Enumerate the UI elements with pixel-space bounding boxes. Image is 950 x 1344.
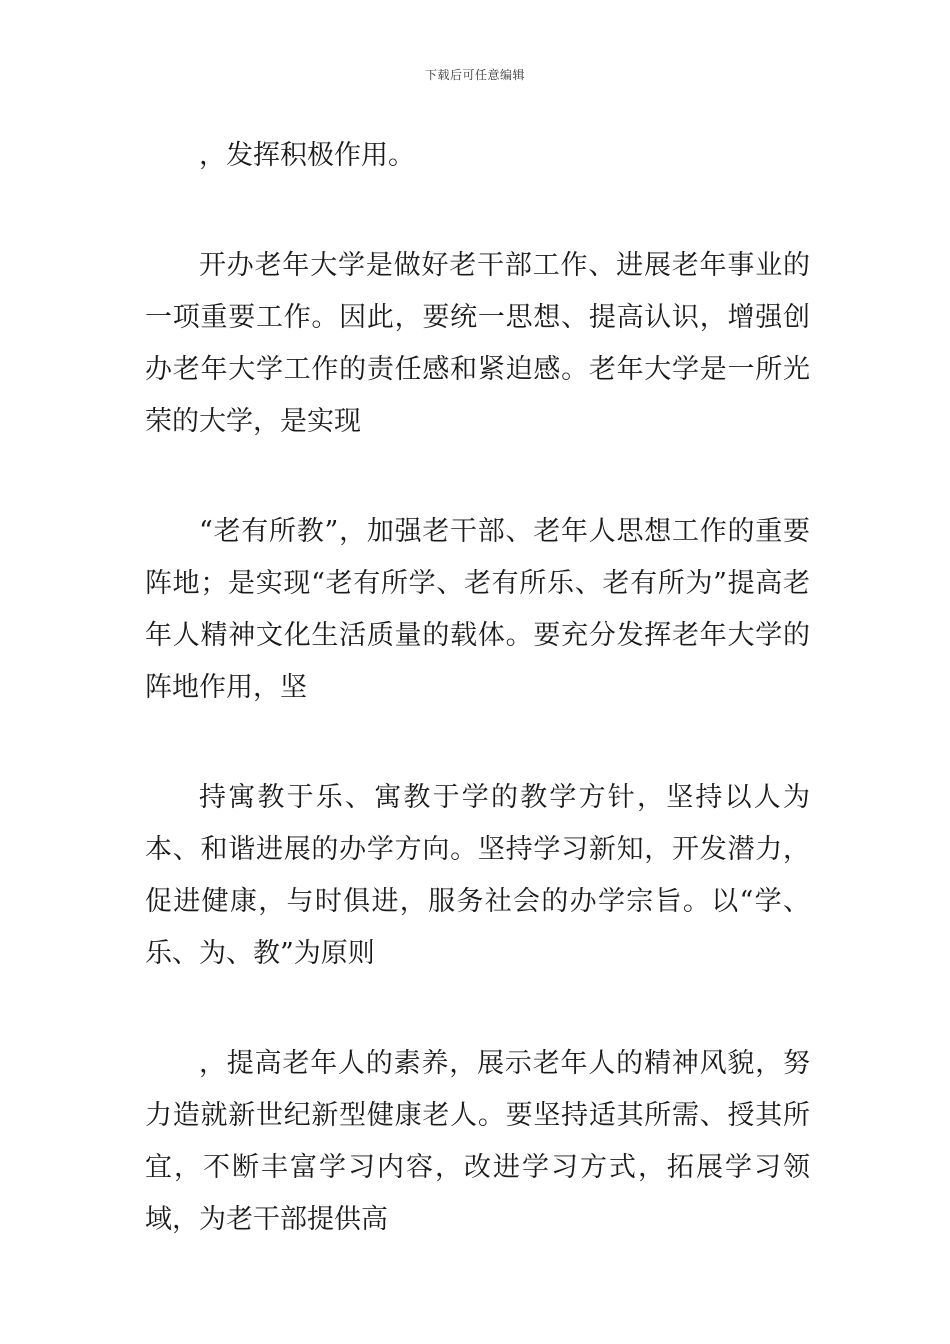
paragraph-4: 持寓教于乐、寓教于学的教学方针，坚持以人为本、和谐进展的办学方向。坚持学习新知，开发潜力，促进健康，与时俱进，服务社会的办学宗旨。以“学、乐、为、教”为原则 xyxy=(145,782,810,969)
paragraph-1: ，发挥积极作用。 xyxy=(199,140,415,171)
paragraph-2: 开办老年大学是做好老干部工作、进展老年事业的一项重要工作。因此，要统一思想、提高认识，增强创办老年大学工作的责任感和紧迫感。老年大学是一所光荣的大学，是实现 xyxy=(145,250,810,437)
paragraph-3: “老有所教”，加强老干部、老年人思想工作的重要阵地；是实现“老有所学、老有所乐、老有所为”提高老年人精神文化生活质量的载体。要充分发挥老年大学的阵地作用，坚 xyxy=(145,516,810,703)
paragraph-5: ，提高老年人的素养，展示老年人的精神风貌，努力造就新世纪新型健康老人。要坚持适其所需、授其所宜，不断丰富学习内容，改进学习方式，拓展学习领域，为老干部提供高 xyxy=(145,1048,810,1235)
page-header: 下载后可任意编辑 xyxy=(424,68,525,82)
document-body xyxy=(145,130,810,1304)
